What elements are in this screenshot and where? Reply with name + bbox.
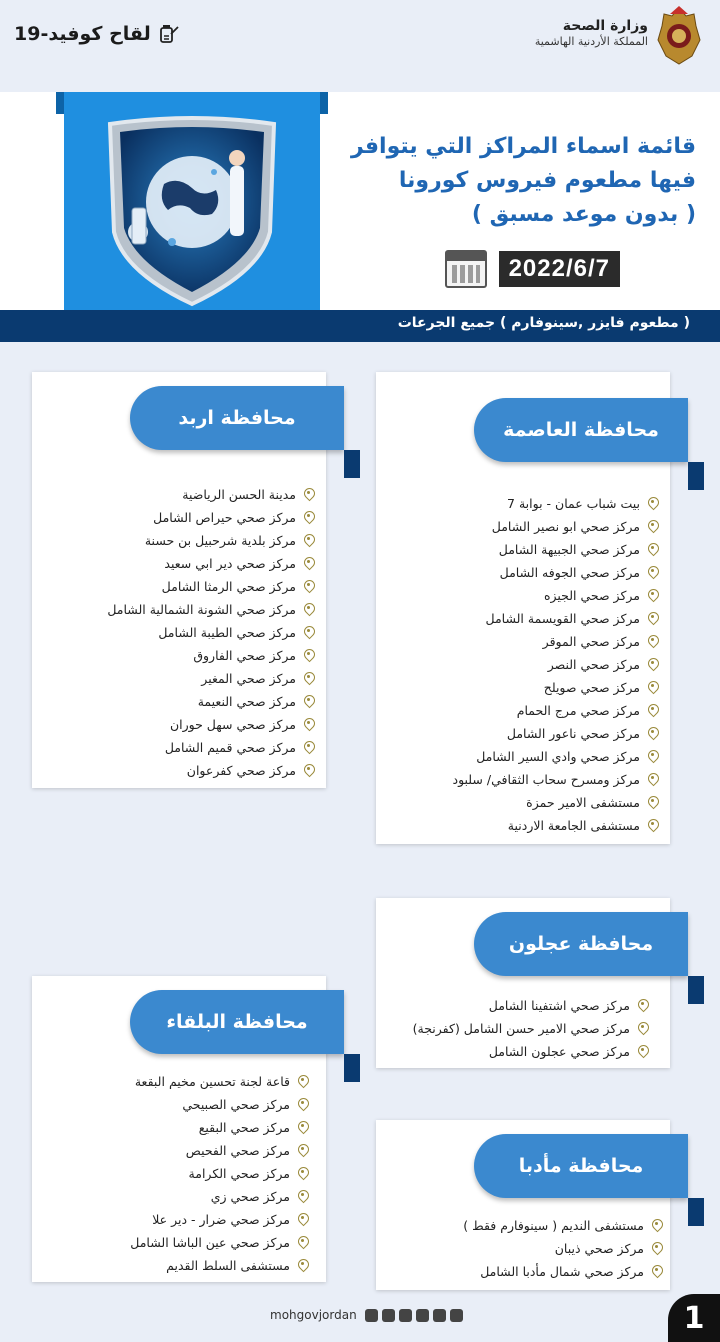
location-pin-icon: [647, 819, 658, 832]
center-name: مركز صحي الرمثا الشامل: [161, 579, 296, 594]
social-icons: [365, 1309, 463, 1322]
location-pin-icon: [303, 741, 314, 754]
center-name: مركز بلدية شرحبيل بن حسنة: [144, 533, 296, 548]
list-item: [453, 538, 659, 561]
list-item: [130, 1139, 308, 1162]
center-name: مركز صحي كفرعوان: [186, 763, 296, 778]
center-name: بيت شباب عمان - بوابة 7: [507, 496, 640, 511]
madaba-title: محافظة مأدبا: [518, 1155, 644, 1177]
location-pin-icon: [637, 1045, 648, 1058]
list-item: [130, 1254, 308, 1277]
center-name: مركز صحي اشتفينا الشامل: [488, 998, 630, 1013]
list-item: [107, 598, 314, 621]
center-name: مركز صحي البقيع: [198, 1120, 290, 1135]
location-pin-icon: [647, 704, 658, 717]
location-pin-icon: [647, 681, 658, 694]
list-item: [107, 759, 314, 782]
ajloun-title: محافظة عجلون: [508, 933, 654, 955]
banner-title: [336, 130, 696, 232]
tab-fold: [344, 450, 360, 478]
telegram-icon[interactable]: [365, 1309, 378, 1322]
center-name: قاعة لجنة تحسين مخيم البقعة: [134, 1074, 290, 1089]
center-name: مدينة الحسن الرياضية: [182, 487, 296, 502]
location-pin-icon: [637, 999, 648, 1012]
location-pin-icon: [297, 1144, 308, 1157]
list-item: [453, 814, 659, 837]
irbid-list: [107, 483, 314, 782]
center-name: مركز صحي القويسمة الشامل: [485, 611, 640, 626]
list-item: [463, 1260, 662, 1283]
location-pin-icon: [297, 1075, 308, 1088]
vaccines-note: ( مطعوم فايزر ,سينوفارم ) جميع الجرعات: [397, 315, 690, 331]
list-item: [107, 506, 314, 529]
location-pin-icon: [303, 626, 314, 639]
list-item: [107, 575, 314, 598]
list-item: [463, 1237, 662, 1260]
center-name: مستشفى السلط القديم: [166, 1258, 290, 1273]
list-item: [453, 561, 659, 584]
location-pin-icon: [303, 695, 314, 708]
list-item: [130, 1185, 308, 1208]
ajloun-title-tab: [474, 912, 688, 976]
location-pin-icon: [647, 727, 658, 740]
center-name: مركز صحي الفاروق: [193, 648, 296, 663]
list-item: [453, 607, 659, 630]
location-pin-icon: [647, 773, 658, 786]
location-pin-icon: [297, 1259, 308, 1272]
location-pin-icon: [303, 511, 314, 524]
center-name: مركز صحي الطيبة الشامل: [158, 625, 296, 640]
location-pin-icon: [303, 672, 314, 685]
list-item: [107, 483, 314, 506]
list-item: [107, 644, 314, 667]
list-item: [453, 745, 659, 768]
center-name: مستشفى النديم ( سينوفارم فقط ): [463, 1218, 644, 1233]
ajloun-list: [413, 994, 648, 1063]
twitter-icon[interactable]: [416, 1309, 429, 1322]
location-pin-icon: [647, 543, 658, 556]
center-name: مركز صحي دير ابي سعيد: [164, 556, 296, 571]
location-pin-icon: [651, 1265, 662, 1278]
madaba-title-tab: [474, 1134, 688, 1198]
center-name: مركز صحي الشونة الشمالية الشامل: [107, 602, 296, 617]
list-item: [453, 653, 659, 676]
location-pin-icon: [297, 1167, 308, 1180]
balqa-list: [130, 1070, 308, 1277]
center-name: مركز صحي النعيمة: [197, 694, 296, 709]
list-item: [453, 676, 659, 699]
location-pin-icon: [303, 557, 314, 570]
list-item: [107, 667, 314, 690]
list-item: [453, 584, 659, 607]
center-name: مركز صحي الكرامة: [188, 1166, 290, 1181]
irbid-title-tab: [130, 386, 344, 450]
center-name: مركز صحي الجيزه: [543, 588, 640, 603]
madaba-list: [463, 1214, 662, 1283]
center-name: مركز صحي الصبيحي: [182, 1097, 290, 1112]
banner-title-line1: قائمة اسماء المراكز التي يتوافر: [350, 134, 696, 159]
location-pin-icon: [303, 580, 314, 593]
list-item: [130, 1208, 308, 1231]
center-name: مركز صحي ناعور الشامل: [506, 726, 640, 741]
location-pin-icon: [297, 1190, 308, 1203]
vaccine-icon: [157, 22, 181, 46]
location-pin-icon: [647, 612, 658, 625]
banner-title-line3: ( بدون موعد مسبق ): [471, 202, 696, 227]
list-item: [130, 1162, 308, 1185]
list-item: [453, 699, 659, 722]
location-pin-icon: [651, 1242, 662, 1255]
center-name: مركز صحي الموقر: [542, 634, 640, 649]
center-name: مركز صحي ذيبان: [554, 1241, 644, 1256]
location-pin-icon: [303, 534, 314, 547]
center-name: مركز صحي سهل حوران: [169, 717, 296, 732]
kingdom-name: المملكة الأردنية الهاشمية: [534, 35, 648, 48]
location-pin-icon: [297, 1098, 308, 1111]
facebook-icon[interactable]: [433, 1309, 446, 1322]
ministry-name-block: [535, 18, 648, 49]
balqa-title-tab: [130, 990, 344, 1054]
location-pin-icon: [303, 488, 314, 501]
location-pin-icon: [297, 1213, 308, 1226]
location-pin-icon: [651, 1219, 662, 1232]
jordan-crest-icon: [656, 6, 702, 66]
list-item: [130, 1231, 308, 1254]
center-name: مركز صحي عجلون الشامل: [488, 1044, 630, 1059]
center-name: مركز صحي المغير: [201, 671, 296, 686]
location-pin-icon: [647, 520, 658, 533]
list-item: [413, 1040, 648, 1063]
list-item: [107, 552, 314, 575]
center-name: مركز صحي عين الباشا الشامل: [130, 1235, 290, 1250]
list-item: [413, 1017, 648, 1040]
date-badge: 2022/6/7: [499, 251, 620, 287]
center-name: مركز صحي صويلح: [543, 680, 640, 695]
shield-globe-illustration: [64, 92, 320, 312]
list-item: [107, 736, 314, 759]
location-pin-icon: [647, 750, 658, 763]
center-name: مركز صحي شمال مأدبا الشامل: [480, 1264, 644, 1279]
location-pin-icon: [297, 1121, 308, 1134]
list-item: [130, 1116, 308, 1139]
list-item: [453, 791, 659, 814]
location-pin-icon: [647, 796, 658, 809]
center-name: مركز صحي قميم الشامل: [164, 740, 296, 755]
center-name: مركز صحي ضرار - دير علا: [152, 1212, 290, 1227]
balqa-title: محافظة البلقاء: [166, 1011, 308, 1033]
center-name: مركز صحي الجوفه الشامل: [499, 565, 640, 580]
tab-fold: [344, 1054, 360, 1082]
center-name: مركز صحي ابو نصير الشامل: [491, 519, 640, 534]
list-item: [107, 690, 314, 713]
center-name: مستشفى الامير حمزة: [526, 795, 640, 810]
ministry-name: وزارة الصحة: [562, 18, 648, 34]
center-name: مركز صحي الامير حسن الشامل (كفرنجة): [412, 1021, 630, 1036]
list-item: [463, 1214, 662, 1237]
location-pin-icon: [303, 718, 314, 731]
list-item: [107, 621, 314, 644]
center-name: مستشفى الجامعة الاردنية: [507, 818, 640, 833]
list-item: [453, 515, 659, 538]
capital-list: [453, 492, 659, 837]
instagram-icon[interactable]: [382, 1309, 395, 1322]
list-item: [130, 1070, 308, 1093]
footer-social: [270, 1308, 463, 1322]
date-row: [445, 250, 620, 288]
center-name: مركز صحي الفحيص: [185, 1143, 290, 1158]
center-name: مركز صحي الجبيهة الشامل: [498, 542, 640, 557]
list-item: [107, 713, 314, 736]
tab-fold: [688, 976, 704, 1004]
location-pin-icon: [297, 1236, 308, 1249]
center-name: مركز صحي النصر: [547, 657, 640, 672]
shield-panel: [64, 92, 320, 312]
list-item: [130, 1093, 308, 1116]
capital-title-tab: [474, 398, 688, 462]
youtube-icon[interactable]: [399, 1309, 412, 1322]
page-number: 1: [668, 1294, 720, 1342]
location-pin-icon: [647, 658, 658, 671]
vaccines-strip: [0, 310, 720, 342]
list-item: [453, 630, 659, 653]
location-pin-icon: [647, 566, 658, 579]
list-item: [453, 492, 659, 515]
location-pin-icon: [303, 603, 314, 616]
location-pin-icon: [303, 649, 314, 662]
list-item: [413, 994, 648, 1017]
website-icon[interactable]: [450, 1309, 463, 1322]
calendar-icon: [445, 250, 487, 288]
center-name: مركز صحي مرج الحمام: [516, 703, 640, 718]
campaign-title: لقاح كوفيد-19: [14, 23, 151, 45]
irbid-title: محافظة اربد: [178, 407, 296, 429]
center-name: مركز صحي وادي السير الشامل: [476, 749, 640, 764]
list-item: [107, 529, 314, 552]
location-pin-icon: [647, 635, 658, 648]
list-item: [453, 722, 659, 745]
location-pin-icon: [303, 764, 314, 777]
capital-title: محافظة العاصمة: [503, 419, 659, 441]
tab-fold: [688, 1198, 704, 1226]
location-pin-icon: [637, 1022, 648, 1035]
social-handle[interactable]: mohgovjordan: [270, 1308, 357, 1322]
center-name: مركز ومسرح سحاب الثقافي/ سلبود: [452, 772, 640, 787]
list-item: [453, 768, 659, 791]
center-name: مركز صحي حيراص الشامل: [153, 510, 296, 525]
location-pin-icon: [647, 497, 658, 510]
location-pin-icon: [647, 589, 658, 602]
banner-title-line2: فيها مطعوم فيروس كورونا: [398, 168, 696, 193]
center-name: مركز صحي زي: [210, 1189, 290, 1204]
page-header: [0, 0, 720, 80]
campaign-label: [14, 22, 181, 46]
tab-fold: [688, 462, 704, 490]
